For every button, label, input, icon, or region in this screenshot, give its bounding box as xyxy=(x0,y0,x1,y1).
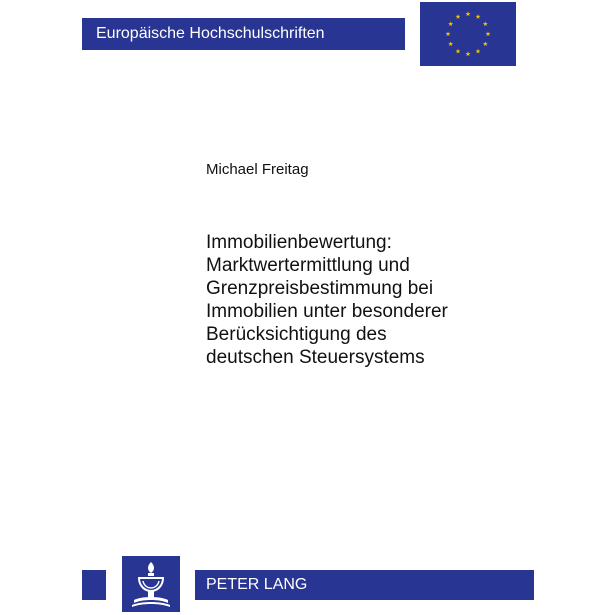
title-line: deutschen Steuersystems xyxy=(206,347,425,368)
publisher-square xyxy=(82,570,106,600)
eu-star-icon xyxy=(476,14,481,19)
eu-star-icon xyxy=(466,11,471,16)
title-line: Immobilien unter besonderer xyxy=(206,301,448,322)
series-title: Europäische Hochschulschriften xyxy=(96,25,325,42)
title-line: Berücksichtigung des xyxy=(206,324,387,345)
eu-star-icon xyxy=(483,21,488,26)
title-line: Immobilienbewertung: xyxy=(206,232,392,253)
peter-lang-logo-icon xyxy=(122,556,180,612)
title-line: Grenzpreisbestimmung bei xyxy=(206,278,434,299)
eu-star-icon xyxy=(448,21,453,26)
eu-star-icon xyxy=(466,51,471,56)
eu-star-icon xyxy=(486,31,491,36)
eu-flag-icon xyxy=(420,2,516,66)
title-line: Marktwertermittlung und xyxy=(206,255,410,276)
eu-star-icon xyxy=(456,49,461,54)
eu-star-icon xyxy=(446,31,451,36)
eu-star-icon xyxy=(448,41,453,46)
eu-star-icon xyxy=(456,14,461,19)
author-name: Michael Freitag xyxy=(206,161,309,178)
publisher-name: PETER LANG xyxy=(206,576,308,593)
book-title xyxy=(206,231,596,369)
eu-star-icon xyxy=(483,41,488,46)
eu-star-icon xyxy=(476,49,481,54)
